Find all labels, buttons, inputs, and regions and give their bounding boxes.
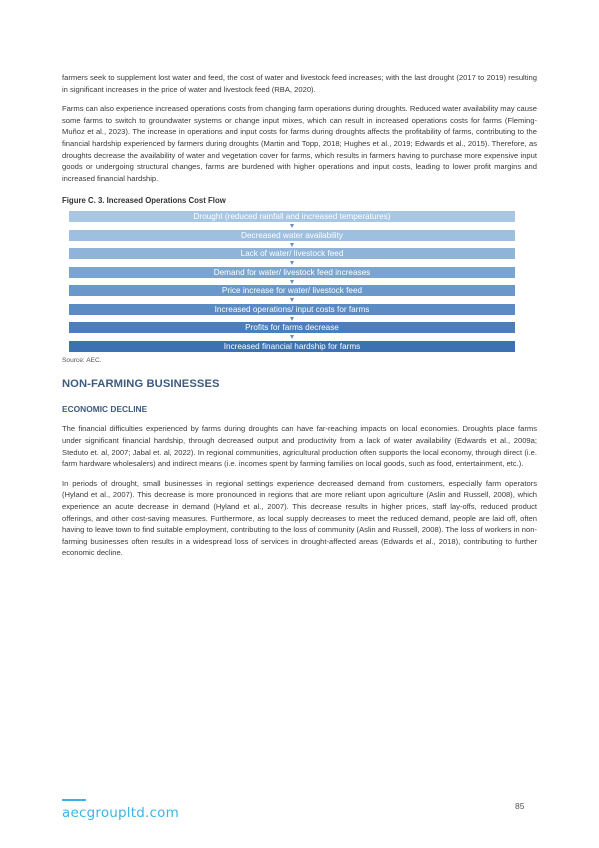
flow-step-box bbox=[69, 304, 515, 315]
body-paragraph: Farms can also experience increased operations costs from changing farm operations during droughts. Reduced water availability may cause some farms to switch to groundwater systems or change input mixes, which can result in increased operations costs for farms (Fleming-Muñoz et al., 2023). The increase in operations and input costs for farms during droughts affects the profitability of farms, contributing to the financial hardship experienced by farmers during droughts (Martin and Topp, 2018; Hughes et al., 2019; Edwards et al., 2015). Therefore, as droughts decrease the availability of water and vegetation cover for farms, which results in farmers having to purchase more expensive input goods or undergoing structural changes, farms are burdened with higher operations and input costs, leading to lower profit margins and increased financial hardship. bbox=[62, 104, 537, 183]
subsection-heading: ECONOMIC DECLINE bbox=[62, 404, 148, 415]
flow-step-box bbox=[69, 285, 515, 296]
flow-step-label: Drought (reduced rainfall and increased temperatures) bbox=[193, 212, 391, 222]
body-paragraph: farmers seek to supplement lost water and feed, the cost of water and livestock feed increases; with the last drought (2017 to 2019) resulting in significant increases in the price of water and livestock feed (RBA, 2020). bbox=[62, 73, 537, 94]
flow-step-box bbox=[69, 322, 515, 333]
flow-step-box bbox=[69, 341, 515, 352]
page-content bbox=[62, 72, 537, 567]
flow-step-label: Increased financial hardship for farms bbox=[223, 341, 361, 351]
down-arrow-icon bbox=[290, 317, 294, 321]
down-arrow-icon bbox=[290, 335, 294, 339]
flow-step-box bbox=[69, 267, 515, 278]
body-paragraph: In periods of drought, small businesses in regional settings experience decreased demand from customers, especially farm operators (Hyland et al., 2007). This decrease is more pronounced in regions that are more reliant upon agriculture (Aslin and Russell, 2008), which experience an acute decrease in demand (Hyland et al., 2007). This decrease results in higher prices, staff lay-offs, reduced product offerings, and other cost-saving measures. Furthermore, as local supply decreases to meet the reduced demand, people are laid off, often having to leave town to find suitable employment, contributing to the loss of community (Aslin and Russell, 2008). The loss of workers in non-farming businesses often results in a widespread loss of services in drought-affected areas (Edwards et al., 2018), contributing to further economic decline. bbox=[62, 478, 537, 558]
down-arrow-icon bbox=[290, 280, 294, 284]
page-number: 85 bbox=[515, 801, 525, 811]
down-arrow-icon bbox=[290, 298, 294, 302]
flow-diagram bbox=[69, 211, 515, 352]
flow-step-box bbox=[69, 248, 515, 259]
figure-source: Source: AEC. bbox=[62, 357, 102, 365]
flow-step-box bbox=[69, 230, 515, 241]
flow-step-label: Decreased water availability bbox=[241, 230, 343, 240]
down-arrow-icon bbox=[290, 224, 294, 228]
footer-accent-rule bbox=[62, 799, 86, 801]
footer-website: aecgroupltd.com bbox=[62, 805, 179, 821]
flow-step-label: Demand for water/ livestock feed increases bbox=[213, 267, 371, 277]
down-arrow-icon bbox=[290, 243, 294, 247]
flow-step-label: Increased operations/ input costs for farms bbox=[214, 304, 370, 314]
flow-step-label: Price increase for water/ livestock feed bbox=[221, 286, 363, 296]
flow-step-label: Lack of water/ livestock feed bbox=[240, 249, 344, 259]
flow-step-label: Profits for farms decrease bbox=[245, 323, 339, 333]
flow-step-box bbox=[69, 211, 515, 222]
figure-caption: Figure C. 3. Increased Operations Cost Flow bbox=[62, 196, 226, 206]
body-paragraph: The financial difficulties experienced by farms during droughts can have far-reaching impacts on local economies. Droughts place farms under significant financial hardship, through decreased output and productivity from a lack of water availability (Edwards et al., 2009a; Steduto et. al, 2007; Jabal et. al, 2022). In regional communities, agricultural production often supports the local economy, through direct (i.e. farm hardware wholesalers) and indirect means (i.e. incomes spent by farming families on local goods, such as food, entertainment, etc.). bbox=[62, 424, 537, 469]
section-heading: NON-FARMING BUSINESSES bbox=[62, 378, 220, 391]
down-arrow-icon bbox=[290, 261, 294, 265]
